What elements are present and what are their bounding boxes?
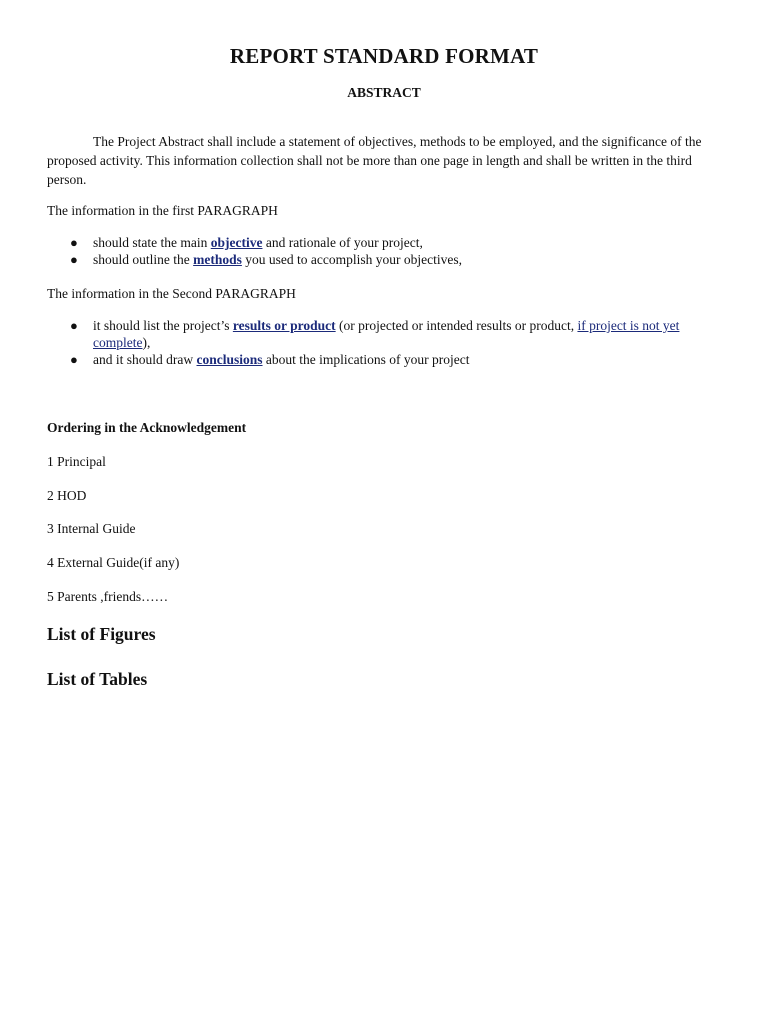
bullet-text: should outline the: [93, 252, 194, 267]
bullet-icon: ●: [70, 252, 78, 267]
link-results-or-product[interactable]: results or product: [232, 318, 336, 333]
bullet-text: you used to accomplish your objectives,: [241, 252, 462, 267]
bullet-text: (or projected or intended results or product,: [335, 318, 578, 333]
list-of-tables-heading: List of Tables: [47, 669, 148, 689]
list-of-figures-heading: List of Figures: [47, 624, 156, 644]
ack-item-parents-friends: 5 Parents ,friends……: [47, 589, 169, 604]
bullet-text: and it should draw: [93, 352, 197, 367]
list-item: [47, 317, 717, 351]
second-paragraph-intro: The information in the Second PARAGRAPH: [47, 286, 296, 301]
bullet-text: and rationale of your project,: [262, 235, 423, 250]
document-title: REPORT STANDARD FORMAT: [229, 44, 539, 68]
bullet-text: about the implications of your project: [262, 352, 470, 367]
link-methods[interactable]: methods: [193, 252, 242, 267]
bullet-icon: ●: [70, 318, 78, 333]
ack-item-hod: 2 HOD: [47, 488, 87, 503]
list-item: [47, 234, 717, 251]
bullet-text: it should list the project’s: [93, 318, 233, 333]
ack-item-principal: 1 Principal: [47, 454, 106, 469]
link-conclusions[interactable]: conclusions: [196, 352, 263, 367]
first-paragraph-intro: The information in the first PARAGRAPH: [47, 203, 278, 218]
bullet-text: should state the main: [93, 235, 211, 250]
list-item: [47, 351, 717, 368]
bullet-icon: ●: [70, 235, 78, 250]
link-objective[interactable]: objective: [210, 235, 263, 250]
section-heading-abstract: ABSTRACT: [347, 85, 421, 100]
link-if-project-not-complete[interactable]: if project is not yet complete: [93, 318, 680, 350]
list-item: [47, 251, 717, 268]
second-paragraph-bullets: [47, 317, 717, 368]
ack-item-internal-guide: 3 Internal Guide: [47, 521, 136, 536]
bullet-text: ),: [142, 335, 151, 350]
bullet-icon: ●: [70, 352, 78, 367]
abstract-paragraph: [47, 132, 719, 190]
abstract-text: The Project Abstract shall include a statement of objectives, methods to be employed, and the significance of the proposed activity. This information collection shall not be more than one page in length and shall be written in the third person.: [47, 134, 702, 188]
acknowledgement-heading: Ordering in the Acknowledgement: [47, 420, 247, 435]
first-paragraph-bullets: [47, 234, 717, 268]
ack-item-external-guide: 4 External Guide(if any): [47, 555, 180, 570]
